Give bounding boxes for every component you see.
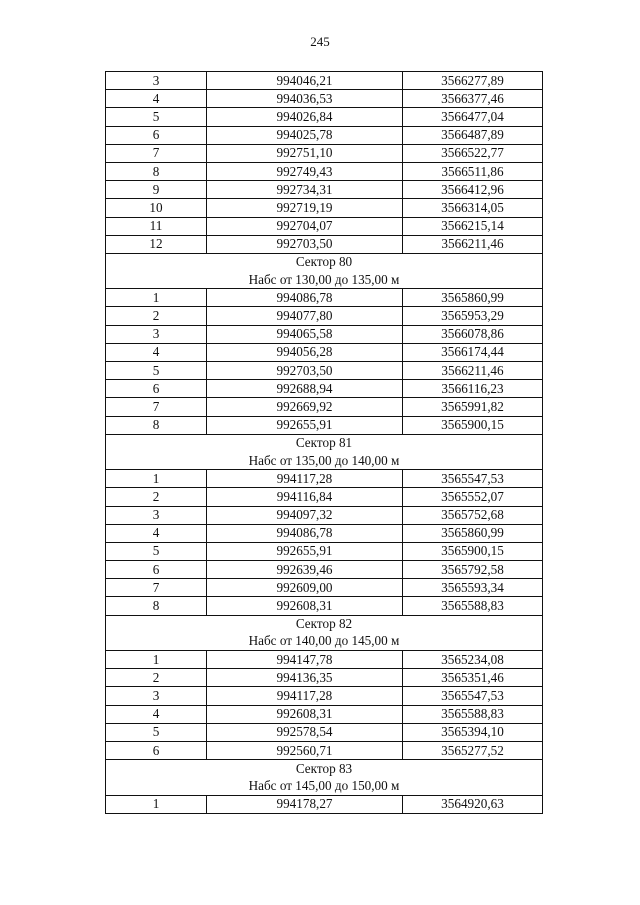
table-row [106,144,543,162]
point-number-cell: 1 [106,470,207,488]
point-number-cell: 4 [106,705,207,723]
table-row [106,217,543,235]
table-row [106,162,543,180]
point-number-cell: 3 [106,72,207,90]
x-coordinate-cell: 994086,78 [207,289,403,307]
table-row [106,90,543,108]
y-coordinate-cell: 3565547,53 [403,470,543,488]
sector-title-row [106,615,543,633]
sector-height-range: Набс от 130,00 до 135,00 м [106,271,543,289]
y-coordinate-cell: 3566522,77 [403,144,543,162]
y-coordinate-cell: 3565547,53 [403,687,543,705]
point-number-cell: 4 [106,343,207,361]
y-coordinate-cell: 3566277,89 [403,72,543,90]
sector-height-range: Набс от 145,00 до 150,00 м [106,777,543,795]
point-number-cell: 1 [106,289,207,307]
x-coordinate-cell: 992703,50 [207,362,403,380]
x-coordinate-cell: 994097,32 [207,506,403,524]
table-row [106,235,543,253]
point-number-cell: 8 [106,416,207,434]
y-coordinate-cell: 3566377,46 [403,90,543,108]
x-coordinate-cell: 992639,46 [207,561,403,579]
x-coordinate-cell: 992688,94 [207,380,403,398]
y-coordinate-cell: 3565593,34 [403,579,543,597]
x-coordinate-cell: 992655,91 [207,542,403,560]
point-number-cell: 8 [106,162,207,180]
x-coordinate-cell: 992669,92 [207,398,403,416]
x-coordinate-cell: 994056,28 [207,343,403,361]
point-number-cell: 7 [106,579,207,597]
table-row [106,579,543,597]
table-row [106,597,543,615]
table-row [106,561,543,579]
x-coordinate-cell: 994086,78 [207,524,403,542]
sector-title-row [106,253,543,271]
page-number: 245 [310,34,330,49]
table-row [106,470,543,488]
point-number-cell: 2 [106,488,207,506]
table-row [106,741,543,759]
y-coordinate-cell: 3566412,96 [403,181,543,199]
point-number-cell: 3 [106,325,207,343]
y-coordinate-cell: 3565277,52 [403,741,543,759]
x-coordinate-cell: 992749,43 [207,162,403,180]
y-coordinate-cell: 3566314,05 [403,199,543,217]
x-coordinate-cell: 992578,54 [207,723,403,741]
y-coordinate-cell: 3565588,83 [403,597,543,615]
y-coordinate-cell: 3565900,15 [403,416,543,434]
y-coordinate-cell: 3565351,46 [403,669,543,687]
x-coordinate-cell: 994117,28 [207,687,403,705]
table-row [106,795,543,813]
table-row [106,651,543,669]
y-coordinate-cell: 3566211,46 [403,235,543,253]
table-row [106,416,543,434]
x-coordinate-cell: 994025,78 [207,126,403,144]
x-coordinate-cell: 994117,28 [207,470,403,488]
sector-range-row [106,271,543,289]
x-coordinate-cell: 992608,31 [207,597,403,615]
table-row [106,542,543,560]
point-number-cell: 7 [106,398,207,416]
y-coordinate-cell: 3565394,10 [403,723,543,741]
x-coordinate-cell: 992560,71 [207,741,403,759]
table-row [106,181,543,199]
sector-range-row [106,452,543,470]
table-row [106,199,543,217]
point-number-cell: 1 [106,795,207,813]
point-number-cell: 10 [106,199,207,217]
point-number-cell: 12 [106,235,207,253]
point-number-cell: 9 [106,181,207,199]
table-row [106,289,543,307]
x-coordinate-cell: 992703,50 [207,235,403,253]
x-coordinate-cell: 994136,35 [207,669,403,687]
table-row [106,398,543,416]
point-number-cell: 1 [106,651,207,669]
table-row [106,126,543,144]
point-number-cell: 2 [106,307,207,325]
y-coordinate-cell: 3564920,63 [403,795,543,813]
coordinates-table [105,71,543,814]
sector-title-row [106,760,543,778]
point-number-cell: 8 [106,597,207,615]
y-coordinate-cell: 3565552,07 [403,488,543,506]
y-coordinate-cell: 3565752,68 [403,506,543,524]
x-coordinate-cell: 992608,31 [207,705,403,723]
y-coordinate-cell: 3566511,86 [403,162,543,180]
x-coordinate-cell: 994046,21 [207,72,403,90]
sector-title: Сектор 80 [106,253,543,271]
y-coordinate-cell: 3565860,99 [403,289,543,307]
point-number-cell: 5 [106,108,207,126]
sector-title: Сектор 83 [106,760,543,778]
sector-title: Сектор 81 [106,434,543,452]
sector-height-range: Набс от 135,00 до 140,00 м [106,452,543,470]
y-coordinate-cell: 3566116,23 [403,380,543,398]
x-coordinate-cell: 992734,31 [207,181,403,199]
table-row [106,506,543,524]
x-coordinate-cell: 992655,91 [207,416,403,434]
sector-height-range: Набс от 140,00 до 145,00 м [106,633,543,651]
y-coordinate-cell: 3565792,58 [403,561,543,579]
x-coordinate-cell: 992609,00 [207,579,403,597]
y-coordinate-cell: 3566487,89 [403,126,543,144]
y-coordinate-cell: 3565953,29 [403,307,543,325]
y-coordinate-cell: 3565588,83 [403,705,543,723]
y-coordinate-cell: 3565234,08 [403,651,543,669]
point-number-cell: 6 [106,741,207,759]
y-coordinate-cell: 3566174,44 [403,343,543,361]
table-row [106,72,543,90]
point-number-cell: 11 [106,217,207,235]
y-coordinate-cell: 3566215,14 [403,217,543,235]
point-number-cell: 3 [106,506,207,524]
table-row [106,723,543,741]
table-row [106,488,543,506]
y-coordinate-cell: 3565900,15 [403,542,543,560]
y-coordinate-cell: 3566211,46 [403,362,543,380]
point-number-cell: 7 [106,144,207,162]
table-row [106,108,543,126]
x-coordinate-cell: 992704,07 [207,217,403,235]
sector-title-row [106,434,543,452]
table-row [106,343,543,361]
x-coordinate-cell: 994178,27 [207,795,403,813]
sector-range-row [106,777,543,795]
table-row [106,362,543,380]
y-coordinate-cell: 3565860,99 [403,524,543,542]
point-number-cell: 5 [106,542,207,560]
x-coordinate-cell: 994077,80 [207,307,403,325]
point-number-cell: 2 [106,669,207,687]
x-coordinate-cell: 994026,84 [207,108,403,126]
x-coordinate-cell: 992719,19 [207,199,403,217]
coordinates-table-body [106,72,543,814]
sector-title: Сектор 82 [106,615,543,633]
y-coordinate-cell: 3566477,04 [403,108,543,126]
table-row [106,669,543,687]
point-number-cell: 6 [106,126,207,144]
x-coordinate-cell: 994116,84 [207,488,403,506]
table-row [106,380,543,398]
point-number-cell: 6 [106,380,207,398]
table-row [106,524,543,542]
point-number-cell: 4 [106,524,207,542]
table-row [106,687,543,705]
point-number-cell: 3 [106,687,207,705]
x-coordinate-cell: 992751,10 [207,144,403,162]
x-coordinate-cell: 994065,58 [207,325,403,343]
table-row [106,307,543,325]
point-number-cell: 5 [106,362,207,380]
x-coordinate-cell: 994147,78 [207,651,403,669]
y-coordinate-cell: 3566078,86 [403,325,543,343]
table-row [106,325,543,343]
sector-range-row [106,633,543,651]
point-number-cell: 6 [106,561,207,579]
x-coordinate-cell: 994036,53 [207,90,403,108]
point-number-cell: 4 [106,90,207,108]
y-coordinate-cell: 3565991,82 [403,398,543,416]
table-row [106,705,543,723]
point-number-cell: 5 [106,723,207,741]
